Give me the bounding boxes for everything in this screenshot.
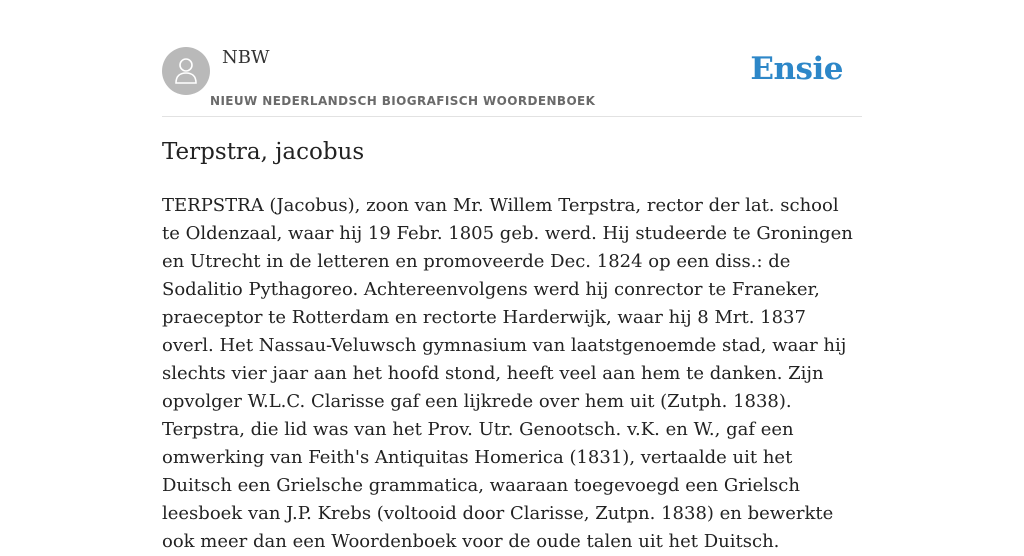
article-body: TERPSTRA (Jacobus), zoon van Mr. Willem Terpstra, rector der lat. school te Oldenzaal, waar hij 19 Febr. 1805 geb. werd. Hij studeerde te Groningen en Utrecht in de letteren en promoveerde Dec. 1824 op een diss.: de Sodalitio Pythagoreo. Achtereenvolgens werd hij conrector te Franeker, praeceptor te Rotterdam en rectorte Harderwijk, waar hij 8 Mrt. 1837 overl. Het Nassau-Veluwsch gymnasium van laatstgenoemde stad, waar hij slechts vier jaar aan het hoofd stond, heeft veel aan hem te danken. Zijn opvolger W.L.C. Clarisse gaf een lijkrede over hem uit (Zutph. 1838). Terpstra, die lid was van het Prov. Utr. Genootsch. v.K. en W., gaf een omwerking van Feith's Antiquitas Homerica (1831), vertaalde uit het Duitsch een Grielsche grammatica, waaraan toegevoegd een Grielsch leesboek van J.P. Krebs (voltooid door Clarisse, Zutpn. 1838) en bewerkte ook meer dan een Woordenboek voor de oude talen uit het Duitsch. <box>162 195 853 552</box>
source-header <box>162 0 862 117</box>
source-name[interactable]: NBW <box>222 47 270 68</box>
article-title: Terpstra, jacobus <box>162 139 365 165</box>
source-full-name: NIEUW NEDERLANDSCH BIOGRAFISCH WOORDENBOEK <box>210 94 596 108</box>
source-avatar[interactable] <box>162 47 210 95</box>
user-icon <box>174 57 198 85</box>
brand-logo[interactable]: Ensie <box>750 51 843 87</box>
